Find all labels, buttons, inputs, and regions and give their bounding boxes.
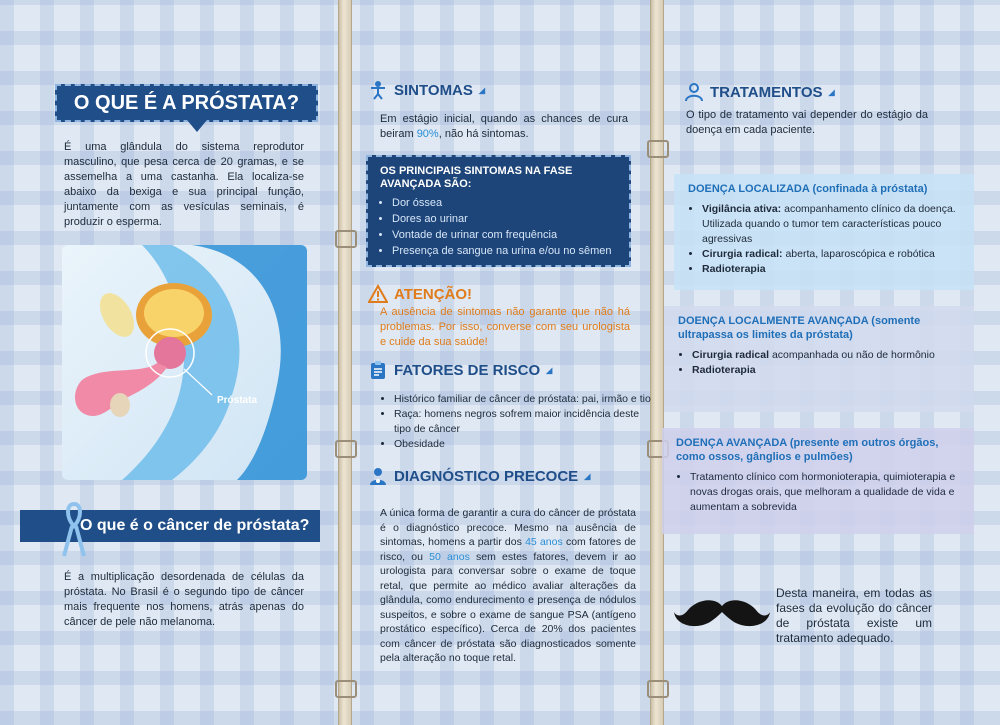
advanced-title: DOENÇA AVANÇADA (presente em outros órgãos, como ossos, gânglios e pulmões) bbox=[676, 437, 939, 463]
prostate-intro: É uma glândula do sistema reprodutor masculino, que pesa cerca de 20 gramas, e se assemelha a uma castanha. Ela localiza-se abaixo da bexiga e sua principal função, juntamente com as vesículas seminais, é produzir o esperma. bbox=[64, 141, 304, 228]
advanced-list bbox=[676, 470, 960, 515]
risk-list bbox=[380, 392, 654, 452]
advanced-symptoms-title: OS PRINCIPAIS SINTOMAS NA FASE AVANÇADA SÃO: bbox=[380, 165, 573, 190]
anatomy-illustration bbox=[62, 245, 307, 480]
prostate-title: O QUE É A PRÓSTATA? bbox=[55, 84, 318, 122]
list-item: • Cirurgia radical: aberta, laparoscópica e robótica bbox=[702, 247, 960, 262]
strap-left bbox=[338, 0, 352, 725]
list-item: • Radioterapia bbox=[702, 262, 960, 277]
list-item: • Obesidade bbox=[394, 437, 654, 452]
treatments-title: TRATAMENTOS bbox=[710, 83, 823, 101]
panel-symptoms bbox=[352, 0, 652, 725]
prostate-illustration bbox=[62, 245, 307, 480]
closing-text: Desta maneira, em todas as fases da evolução do câncer de próstata existe um tratamento adequado. bbox=[776, 586, 932, 645]
mustache-icon bbox=[674, 596, 770, 632]
advanced-symptoms-list bbox=[380, 195, 617, 259]
diagnosis-heading bbox=[368, 466, 590, 486]
local-advanced-title: DOENÇA LOCALMENTE AVANÇADA (somente ultrapassa os limites da próstata) bbox=[678, 315, 921, 341]
advanced-box bbox=[662, 428, 974, 534]
prostate-label: Próstata bbox=[217, 395, 258, 406]
risk-heading bbox=[368, 360, 552, 380]
heading-triangle: ◢ bbox=[584, 471, 591, 481]
attention-text: A ausência de sintomas não garante que não há problemas. Por isso, converse com seu urologista e cuide da sua saúde! bbox=[380, 306, 630, 348]
warning-icon bbox=[368, 284, 388, 304]
diagnosis-text: A única forma de garantir a cura do câncer de próstata é o diagnóstico precoce. Mesmo na ausência de sintomas, homens a partir dos 45 anos com fatores de risco, ou 50 anos sem estes fatores, devem ir ao urologista para conversar sobre o exame de toque retal, que permite ao médico avaliar alterações da glândula, como endurecimento e presença de nódulos suspeitos, e sobre o exame de sangue PSA (antígeno prostático específico). Cerca de 20% dos pacientes com câncer de próstata são diagnosticados somente pela alteração no toque retal. bbox=[380, 507, 636, 664]
heading-triangle: ◢ bbox=[828, 87, 835, 97]
advanced-symptoms-box bbox=[366, 155, 631, 267]
list-item: • Cirurgia radical acompanhada ou não de hormônio bbox=[692, 348, 960, 363]
local-advanced-box bbox=[664, 306, 974, 412]
doctor-icon bbox=[684, 82, 704, 102]
list-item: • Vontade de urinar com frequência bbox=[392, 227, 617, 243]
symptoms-heading bbox=[368, 80, 485, 100]
list-item: • Dores ao urinar bbox=[392, 211, 617, 227]
cancer-banner: O que é o câncer de próstata? bbox=[20, 510, 320, 542]
cancer-text: É a multiplicação desordenada de células da próstata. No Brasil é o segundo tipo de câncer mais frequente nos homens, atrás apenas do câncer de pele não melanoma. bbox=[64, 571, 304, 628]
attention-heading bbox=[368, 284, 472, 304]
person-icon bbox=[368, 80, 388, 100]
list-item: • Histórico familiar de câncer de próstata: pai, irmão e tio bbox=[394, 392, 654, 407]
list-item: • Dor óssea bbox=[392, 195, 617, 211]
risk-title: FATORES DE RISCO bbox=[394, 361, 541, 379]
doctor-icon bbox=[368, 466, 388, 486]
clipboard-icon bbox=[368, 360, 388, 380]
localized-list bbox=[688, 202, 960, 277]
heading-triangle: ◢ bbox=[478, 85, 486, 95]
symptoms-title: SINTOMAS bbox=[394, 81, 473, 99]
diagnosis-title: DIAGNÓSTICO PRECOCE bbox=[394, 467, 579, 485]
list-item: • Presença de sangue na urina e/ou no sêmen bbox=[392, 243, 617, 259]
treatments-intro: O tipo de tratamento vai depender do estágio da doença em cada paciente. bbox=[686, 109, 928, 136]
panel-treatments bbox=[664, 0, 1000, 725]
list-item: • Vigilância ativa: acompanhamento clínico da doença. Utilizada quando o tumor tem características pouco agressivas bbox=[702, 202, 960, 247]
localized-box bbox=[674, 174, 974, 290]
awareness-ribbon-icon bbox=[62, 500, 86, 560]
symptoms-intro: Em estágio inicial, quando as chances de cura beiram 90%, não há sintomas. bbox=[380, 113, 628, 140]
list-item: • Tratamento clínico com hormonioterapia, quimioterapia e novas drogas orais, que melhoram a qualidade de vida e aumentam a sobrevida bbox=[690, 470, 960, 515]
list-item: • Raça: homens negros sofrem maior incidência deste tipo de câncer bbox=[394, 407, 654, 437]
heading-triangle: ◢ bbox=[546, 365, 553, 375]
localized-title: DOENÇA LOCALIZADA (confinada à próstata) bbox=[688, 183, 928, 195]
panel-prostate bbox=[0, 0, 340, 725]
list-item: • Radioterapia bbox=[692, 363, 960, 378]
treatments-heading bbox=[684, 82, 835, 102]
attention-title: ATENÇÃO! bbox=[394, 285, 473, 303]
local-advanced-list bbox=[678, 348, 960, 378]
strap-right bbox=[650, 0, 664, 725]
